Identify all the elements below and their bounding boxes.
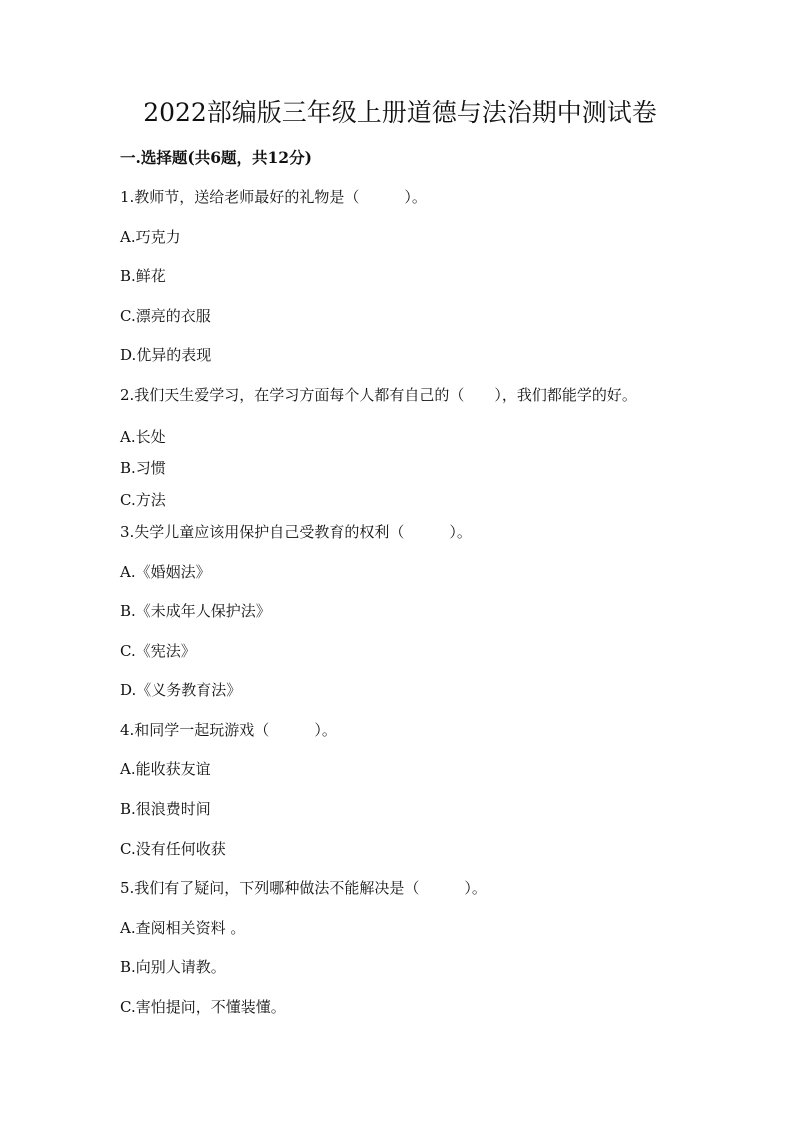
question-1-option-a: A.巧克力 (120, 228, 181, 246)
question-3-option-d: D.《义务教育法》 (120, 681, 242, 699)
question-2-stem: 2.我们天生爱学习，在学习方面每个人都有自己的（ ），我们都能学的好。 (120, 386, 637, 404)
question-3-option-b: B.《未成年人保护法》 (120, 602, 271, 620)
question-1-option-b: B.鲜花 (120, 267, 166, 285)
question-3-option-c: C.《宪法》 (120, 642, 196, 660)
question-4-option-a: A.能收获友谊 (120, 760, 211, 778)
section-heading: 一.选择题(共6题，共12分) (120, 148, 312, 167)
question-4-option-b: B.很浪费时间 (120, 800, 211, 818)
question-1-option-c: C.漂亮的衣服 (120, 307, 211, 325)
question-4-stem: 4.和同学一起玩游戏（ ）。 (120, 721, 337, 739)
question-5-option-b: B.向别人请教。 (120, 958, 226, 976)
question-3-option-a: A.《婚姻法》 (120, 563, 211, 581)
question-3-stem: 3.失学儿童应该用保护自己受教育的权利（ ）。 (120, 523, 472, 541)
question-4-option-c: C.没有任何收获 (120, 840, 226, 858)
page-title: 2022部编版三年级上册道德与法治期中测试卷 (143, 98, 657, 127)
question-5-option-c: C.害怕提问，不懂装懂。 (120, 998, 286, 1016)
question-5-option-a: A.查阅相关资料 。 (120, 919, 246, 937)
question-1-stem: 1.教师节，送给老师最好的礼物是（ ）。 (120, 188, 427, 206)
question-2-option-b: B.习惯 (120, 459, 166, 477)
question-5-stem: 5.我们有了疑问，下列哪种做法不能解决是（ ）。 (120, 879, 487, 897)
question-2-option-a: A.长处 (120, 428, 166, 446)
question-1-option-d: D.优异的表现 (120, 346, 212, 364)
question-2-option-c: C.方法 (120, 491, 166, 509)
